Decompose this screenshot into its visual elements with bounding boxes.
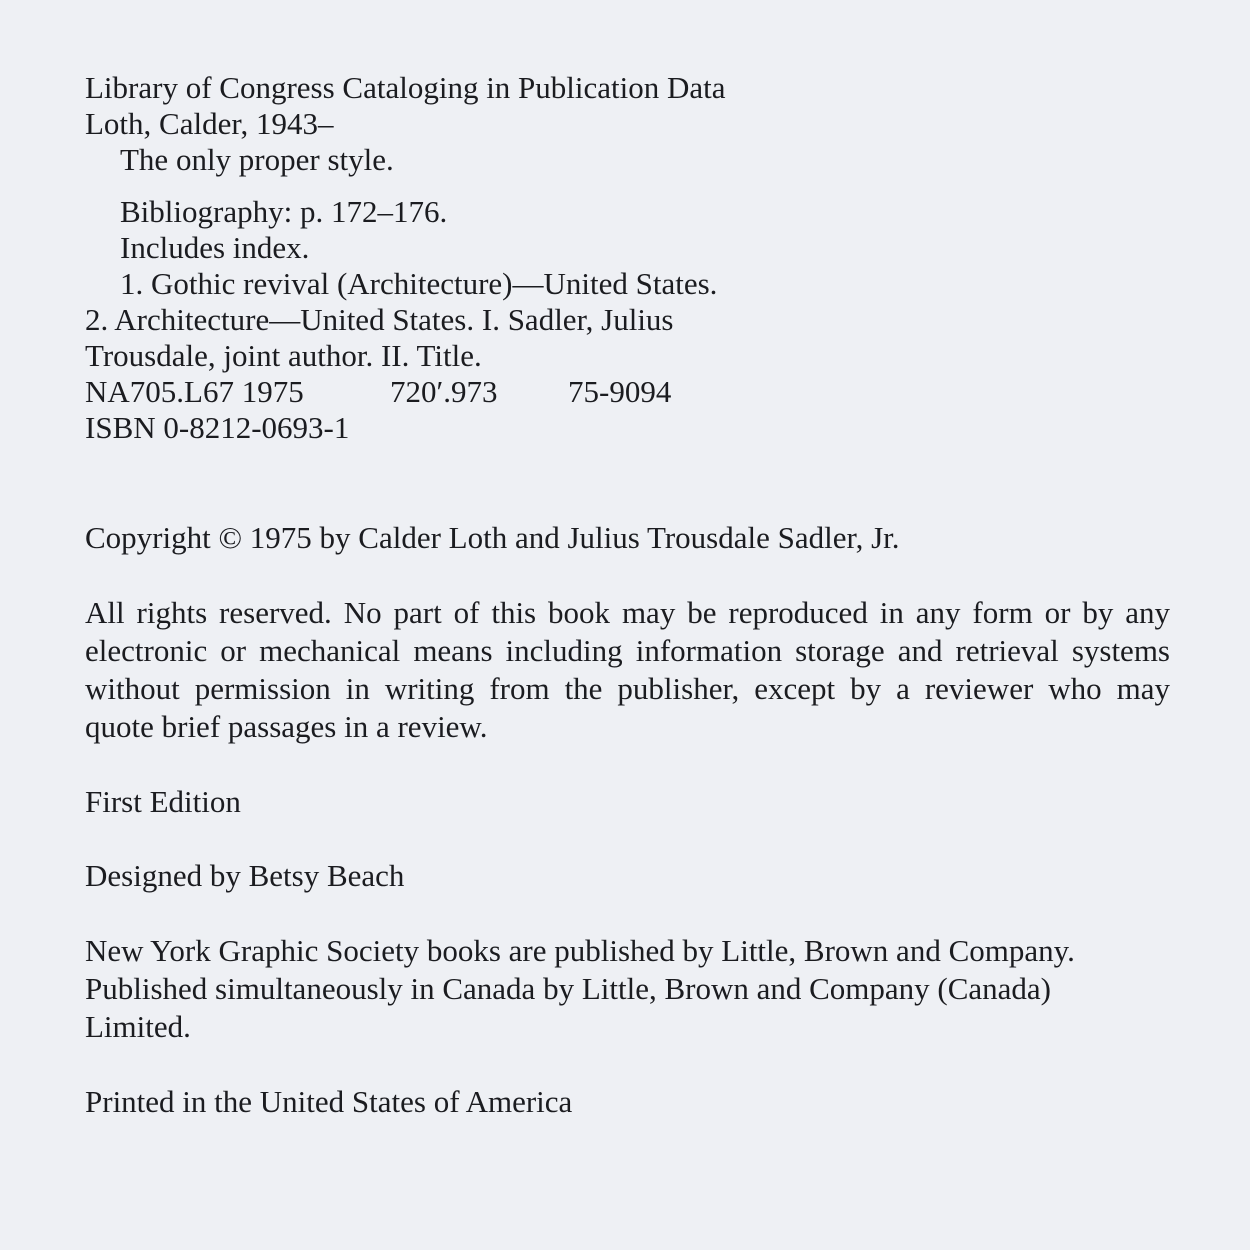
- publisher-line-3: Limited.: [85, 1009, 191, 1044]
- rights-line-1: All rights reserved. No part of this book may be reproduced in any form or by any: [85, 595, 1170, 630]
- cip-lccn: 75-9094: [568, 374, 672, 409]
- cip-block: [85, 70, 726, 446]
- cip-subject-3: Trousdale, joint author. II. Title.: [85, 338, 482, 373]
- cip-author: Loth, Calder, 1943–: [85, 106, 334, 141]
- cip-call-number: NA705.L67 1975: [85, 374, 304, 409]
- cip-subject-2: 2. Architecture—United States. I. Sadler, Julius: [85, 302, 674, 337]
- rights-paragraph: [85, 594, 1170, 746]
- cip-title: The only proper style.: [120, 142, 394, 177]
- designer-credit: Designed by Betsy Beach: [85, 858, 405, 893]
- cip-index-note: Includes index.: [120, 230, 310, 265]
- printed-statement: Printed in the United States of America: [85, 1084, 573, 1119]
- rights-line-4: quote brief passages in a review.: [85, 709, 488, 744]
- cip-heading: Library of Congress Cataloging in Publication Data: [85, 70, 726, 105]
- edition-statement: First Edition: [85, 784, 241, 819]
- rights-line-3: without permission in writing from the publisher, except by a reviewer who may: [85, 671, 1170, 706]
- publisher-statement: [85, 932, 1075, 1046]
- cip-subject-1: 1. Gothic revival (Architecture)—United States.: [120, 266, 718, 301]
- cip-classification-row: [85, 374, 726, 410]
- publisher-line-2: Published simultaneously in Canada by Little, Brown and Company (Canada): [85, 971, 1052, 1006]
- cip-isbn: ISBN 0-8212-0693-1: [85, 410, 350, 445]
- rights-line-2: electronic or mechanical means including information storage and retrieval systems: [85, 633, 1170, 668]
- cip-bibliography: Bibliography: p. 172–176.: [120, 194, 448, 229]
- copyright-notice: Copyright © 1975 by Calder Loth and Julius Trousdale Sadler, Jr.: [85, 520, 900, 555]
- cip-dewey: 720′.973: [390, 374, 498, 409]
- publisher-line-1: New York Graphic Society books are published by Little, Brown and Company.: [85, 933, 1075, 968]
